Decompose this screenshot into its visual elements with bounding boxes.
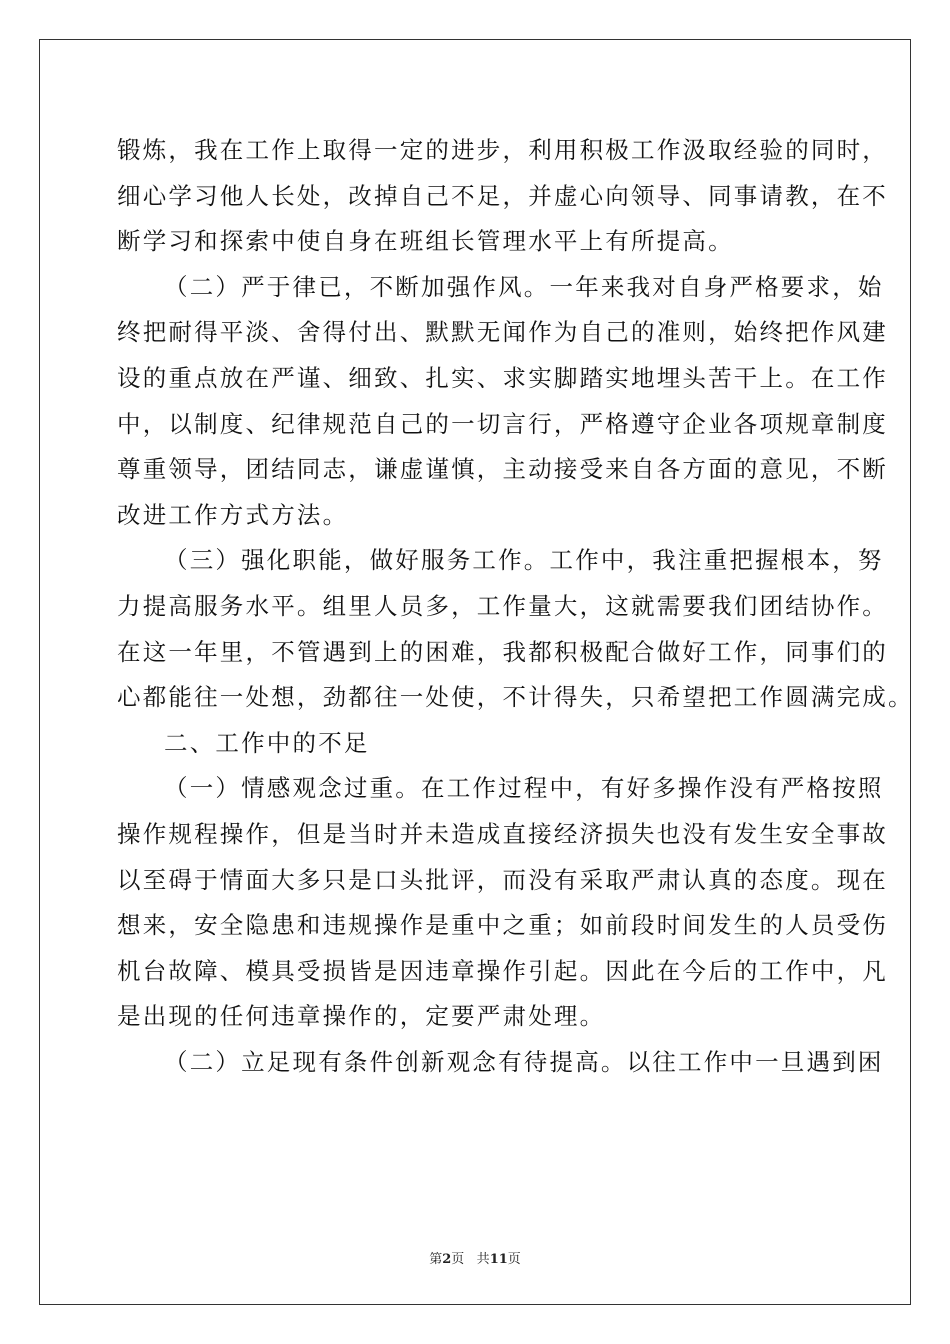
- text-line: 改进工作方式方法。: [117, 500, 349, 529]
- text-line: 力提高服务水平。组里人员多，工作量大，这就需要我们团结协作。: [117, 591, 888, 620]
- page-footer: [0, 1248, 950, 1267]
- section-heading: 二、工作中的不足: [164, 728, 370, 757]
- total-prefix: 共: [476, 1252, 490, 1267]
- text-line: 锻炼，我在工作上取得一定的进步，利用积极工作汲取经验的同时，: [117, 136, 888, 164]
- text-line: （三）强化职能，做好服务工作。工作中，我注重把握根本，努: [164, 546, 884, 575]
- text-line: （二）立足现有条件创新观念有待提高。以往工作中一旦遇到困: [164, 1047, 884, 1076]
- text-line: 心都能往一处想，劲都往一处使，不计得失，只希望把工作圆满完成。: [117, 683, 914, 712]
- text-line: 在这一年里，不管遇到上的困难，我都积极配合做好工作，同事们的: [117, 637, 888, 666]
- text-line: （一）情感观念过重。在工作过程中，有好多操作没有严格按照: [164, 774, 884, 803]
- page-suffix: 页: [451, 1252, 465, 1267]
- text-line: 断学习和探索中使自身在班组长管理水平上有所提高。: [117, 227, 734, 256]
- document-body: [117, 128, 914, 1085]
- text-line: 终把耐得平淡、舍得付出、默默无闻作为自己的准则，始终把作风建: [117, 318, 888, 347]
- text-line: 操作规程操作，但是当时并未造成直接经济损失也没有发生安全事故: [117, 819, 888, 848]
- page-prefix: 第: [429, 1252, 443, 1267]
- text-line: （二）严于律已，不断加强作风。一年来我对自身严格要求，始: [164, 272, 884, 301]
- text-line: 以至碍于情面大多只是口头批评，而没有采取严肃认真的态度。现在: [117, 865, 888, 894]
- page-number: 2: [442, 1252, 452, 1267]
- text-line: 设的重点放在严谨、细致、扎实、求实脚踏实地埋头苦干上。在工作: [117, 363, 888, 392]
- text-line: 机台故障、模具受损皆是因违章操作引起。因此在今后的工作中，凡: [117, 956, 888, 985]
- total-suffix: 页: [507, 1252, 521, 1267]
- text-line: 是出现的任何违章操作的，定要严肃处理。: [117, 1002, 606, 1031]
- total-pages: 11: [489, 1252, 508, 1267]
- text-line: 想来，安全隐患和违规操作是重中之重；如前段时间发生的人员受伤: [117, 911, 888, 940]
- text-line: 细心学习他人长处，改掉自己不足，并虚心向领导、同事请教，在不: [117, 181, 888, 210]
- text-line: 中，以制度、纪律规范自己的一切言行，严格遵守企业各项规章制度: [117, 409, 888, 438]
- text-line: 尊重领导，团结同志，谦虚谨慎，主动接受来自各方面的意见，不断: [117, 455, 888, 484]
